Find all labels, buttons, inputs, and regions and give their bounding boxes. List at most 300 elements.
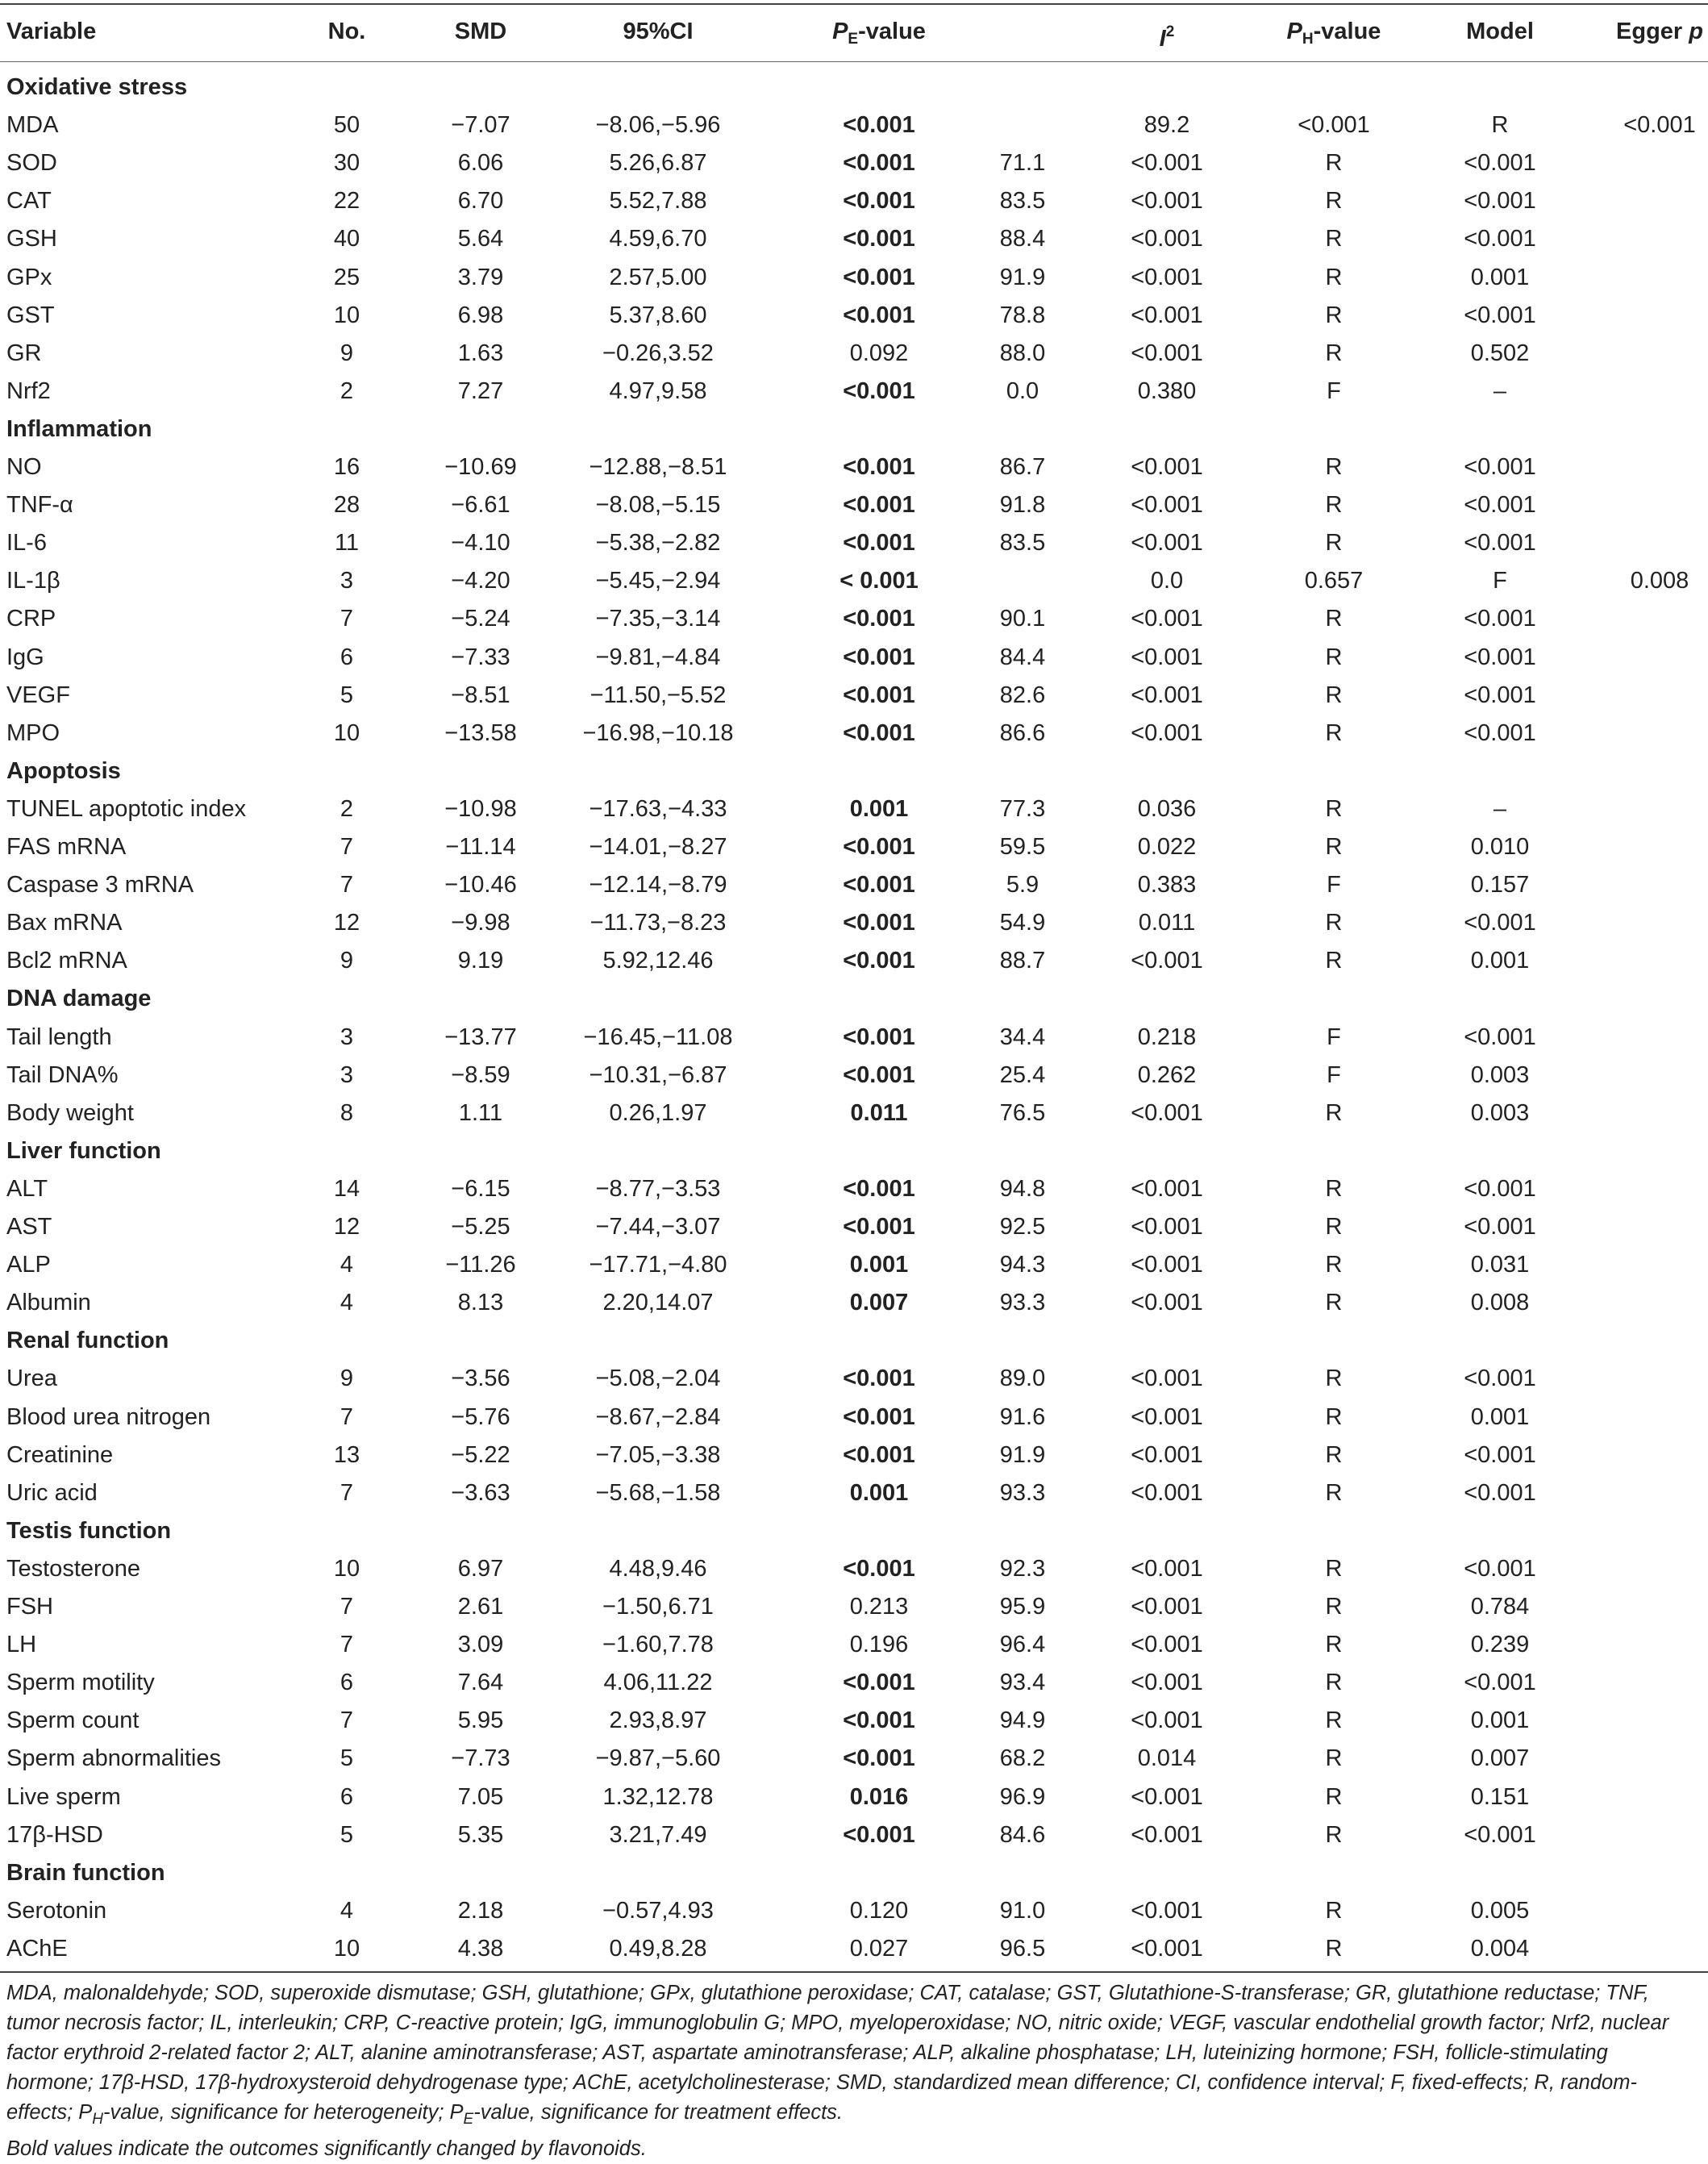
table-row — [0, 297, 1708, 335]
cell-model: R — [1325, 606, 1343, 632]
cell-pe: <0.001 — [843, 454, 915, 480]
table-row — [0, 790, 1708, 828]
cell-smd: −10.46 — [444, 872, 517, 899]
cell-i2: 86.7 — [999, 454, 1046, 480]
cell-extra: 0.008 — [1630, 568, 1689, 594]
cell-ph: 0.0 — [1150, 568, 1184, 594]
cell-smd: 7.05 — [457, 1783, 504, 1810]
cell-n: 4 — [340, 1252, 354, 1278]
section-title: Liver function — [6, 1137, 161, 1164]
table-row — [0, 1170, 1708, 1208]
cell-n: 3 — [340, 1024, 354, 1050]
cell-model: R — [1325, 1403, 1343, 1430]
cell-variable: Blood urea nitrogen — [6, 1403, 211, 1430]
cell-n: 10 — [333, 1935, 360, 1962]
cell-n: 50 — [333, 112, 360, 139]
cell-variable: Caspase 3 mRNA — [6, 872, 194, 899]
top-rule — [0, 3, 1708, 5]
cell-variable: Tail DNA% — [6, 1061, 119, 1088]
cell-ph: <0.001 — [1131, 1670, 1203, 1696]
table-row — [0, 828, 1708, 866]
cell-pe: 0.196 — [849, 1632, 909, 1658]
cell-n: 30 — [333, 150, 360, 177]
table-row — [0, 1930, 1708, 1968]
section-header — [0, 753, 1708, 790]
cell-n: 16 — [333, 454, 360, 480]
cell-ph: 0.011 — [1138, 910, 1196, 936]
cell-ph: <0.001 — [1131, 188, 1203, 215]
cell-model: R — [1325, 226, 1343, 252]
cell-smd: −3.56 — [451, 1366, 510, 1392]
cell-ci: 4.59,6.70 — [609, 226, 707, 252]
cell-model: R — [1325, 150, 1343, 177]
cell-ci: −12.14,−8.79 — [589, 872, 727, 899]
cell-egger: <0.001 — [1464, 150, 1536, 177]
cell-n: 2 — [340, 377, 354, 404]
cell-egger: 0.008 — [1470, 1290, 1530, 1316]
cell-model: F — [1327, 1024, 1341, 1050]
cell-egger: <0.001 — [1464, 454, 1536, 480]
cell-ci: −7.35,−3.14 — [595, 606, 721, 632]
header-smd: SMD — [454, 19, 507, 44]
cell-i2: 76.5 — [999, 1099, 1046, 1126]
cell-n: 10 — [333, 1555, 360, 1582]
cell-i2: 84.4 — [999, 644, 1046, 670]
table-row — [0, 220, 1708, 258]
cell-egger: <0.001 — [1464, 910, 1536, 936]
cell-n: 11 — [334, 530, 360, 557]
bold-values-note: Bold values indicate the outcomes significantly changed by flavonoids. — [6, 2137, 647, 2160]
cell-i2: 96.9 — [999, 1783, 1046, 1810]
cell-pe: 0.001 — [849, 795, 909, 822]
cell-smd: −5.76 — [451, 1403, 510, 1430]
cell-ci: −8.67,−2.84 — [595, 1403, 721, 1430]
cell-ci: −1.60,7.78 — [602, 1632, 714, 1658]
cell-ci: 0.49,8.28 — [609, 1935, 707, 1962]
table-row — [0, 1474, 1708, 1512]
cell-n: 7 — [340, 1594, 354, 1620]
cell-ph: <0.001 — [1131, 264, 1203, 290]
cell-smd: −8.59 — [451, 1061, 510, 1088]
cell-variable: NO — [6, 454, 42, 480]
cell-ph: <0.001 — [1131, 492, 1203, 519]
cell-model: R — [1325, 530, 1343, 557]
cell-ci: −5.38,−2.82 — [595, 530, 721, 557]
cell-n: 13 — [333, 1441, 360, 1468]
table-row — [0, 144, 1708, 182]
cell-i2: 25.4 — [999, 1061, 1046, 1088]
header-i2: $I^2$ — [1159, 23, 1175, 52]
table-row — [0, 259, 1708, 297]
cell-model: R — [1325, 1290, 1343, 1316]
cell-ci: −11.50,−5.52 — [589, 682, 727, 708]
cell-i2: 88.4 — [999, 226, 1046, 252]
cell-ph: 0.383 — [1137, 872, 1197, 899]
cell-model: R — [1325, 1707, 1343, 1734]
cell-smd: −11.14 — [445, 834, 516, 860]
cell-ci: 1.32,12.78 — [602, 1783, 714, 1810]
cell-ci: −7.44,−3.07 — [595, 1214, 721, 1240]
cell-model: R — [1325, 1441, 1343, 1468]
cell-ph: <0.001 — [1131, 226, 1203, 252]
cell-model: R — [1325, 1821, 1343, 1848]
cell-smd: 4.38 — [457, 1935, 504, 1962]
cell-smd: −7.07 — [451, 112, 510, 139]
cell-variable: Albumin — [6, 1290, 91, 1316]
cell-n: 9 — [340, 340, 354, 366]
cell-n: 40 — [333, 226, 360, 252]
cell-smd: −13.77 — [444, 1024, 517, 1050]
cell-egger: <0.001 — [1464, 530, 1536, 557]
table-row — [0, 715, 1708, 753]
section-header — [0, 1512, 1708, 1550]
cell-model: F — [1327, 377, 1341, 404]
cell-ci: −0.57,4.93 — [602, 1897, 714, 1924]
cell-ci: 5.92,12.46 — [602, 948, 714, 974]
cell-model: R — [1325, 264, 1343, 290]
cell-smd: 5.95 — [457, 1707, 504, 1734]
cell-variable: Body weight — [6, 1099, 134, 1126]
cell-smd: −4.20 — [451, 568, 510, 594]
table-row — [0, 524, 1708, 562]
cell-i2: 88.0 — [999, 340, 1046, 366]
cell-egger: <0.001 — [1464, 1214, 1536, 1240]
cell-smd: 5.35 — [457, 1821, 504, 1848]
table-row — [0, 1019, 1708, 1057]
cell-i2: 94.8 — [999, 1175, 1046, 1202]
table-row — [0, 448, 1708, 486]
header-egger: Egger p — [1616, 19, 1703, 44]
cell-n: 7 — [340, 1707, 354, 1734]
cell-variable: Serotonin — [6, 1897, 107, 1924]
cell-n: 10 — [333, 719, 360, 746]
cell-variable: LH — [6, 1632, 37, 1658]
cell-model: R — [1325, 682, 1343, 708]
cell-variable: ALP — [6, 1252, 51, 1278]
table-row — [0, 639, 1708, 677]
cell-ph: <0.001 — [1131, 1479, 1203, 1506]
cell-model: R — [1325, 795, 1343, 822]
cell-n: 9 — [340, 1366, 354, 1392]
cell-n: 12 — [333, 1214, 360, 1240]
cell-egger: 0.005 — [1470, 1897, 1530, 1924]
cell-model: R — [1325, 948, 1343, 974]
cell-egger: – — [1493, 377, 1507, 404]
cell-variable: MDA — [6, 112, 59, 139]
cell-model: R — [1325, 302, 1343, 328]
table-row — [0, 562, 1708, 600]
table-footnote — [6, 1978, 1700, 2164]
cell-n: 7 — [340, 1632, 354, 1658]
cell-smd: −5.24 — [451, 606, 510, 632]
cell-pe: 0.092 — [849, 340, 909, 366]
cell-egger: <0.001 — [1464, 719, 1536, 746]
cell-model: R — [1325, 644, 1343, 670]
cell-smd: −6.15 — [451, 1175, 510, 1202]
cell-model: R — [1325, 910, 1343, 936]
header-ph: $P_H$-value — [1286, 19, 1381, 48]
cell-egger: <0.001 — [1464, 1175, 1536, 1202]
header-no: No. — [327, 19, 366, 44]
table-row — [0, 1664, 1708, 1702]
cell-n: 5 — [340, 1821, 354, 1848]
cell-variable: IL-6 — [6, 530, 47, 557]
cell-ph: <0.001 — [1131, 1403, 1203, 1430]
cell-egger: 0.157 — [1470, 872, 1530, 899]
cell-smd: −7.73 — [451, 1745, 510, 1772]
cell-i2: 93.4 — [999, 1670, 1046, 1696]
cell-pe: <0.001 — [843, 530, 915, 557]
cell-n: 10 — [333, 302, 360, 328]
table-row — [0, 1284, 1708, 1322]
section-header — [0, 1322, 1708, 1360]
cell-smd: 6.97 — [457, 1555, 504, 1582]
table-row — [0, 1208, 1708, 1246]
cell-ph: <0.001 — [1131, 1099, 1203, 1126]
cell-pe: <0.001 — [843, 872, 915, 899]
cell-n: 7 — [340, 1479, 354, 1506]
cell-ci: −5.68,−1.58 — [595, 1479, 721, 1506]
cell-ph: <0.001 — [1131, 1783, 1203, 1810]
cell-n: 22 — [333, 188, 360, 215]
cell-ci: 2.20,14.07 — [602, 1290, 714, 1316]
cell-variable: FSH — [6, 1594, 53, 1620]
cell-egger: 0.784 — [1470, 1594, 1530, 1620]
cell-model: R — [1325, 719, 1343, 746]
cell-ph: 0.218 — [1137, 1024, 1197, 1050]
cell-ci: −12.88,−8.51 — [589, 454, 727, 480]
cell-variable: GSH — [6, 226, 57, 252]
cell-egger: <0.001 — [1464, 492, 1536, 519]
cell-variable: VEGF — [6, 682, 70, 708]
cell-n: 8 — [340, 1099, 354, 1126]
cell-i2: 78.8 — [999, 302, 1046, 328]
cell-n: 3 — [340, 568, 354, 594]
cell-smd: −8.51 — [451, 682, 510, 708]
cell-i2: 96.5 — [999, 1935, 1046, 1962]
cell-variable: Live sperm — [6, 1783, 121, 1810]
cell-smd: 3.09 — [457, 1632, 504, 1658]
cell-egger: 0.151 — [1470, 1783, 1530, 1810]
cell-ci: −1.50,6.71 — [602, 1594, 714, 1620]
cell-smd: 2.18 — [457, 1897, 504, 1924]
cell-model: R — [1325, 340, 1343, 366]
cell-ci: 5.26,6.87 — [609, 150, 707, 177]
cell-ph: <0.001 — [1131, 1252, 1203, 1278]
cell-ph: 0.036 — [1137, 795, 1197, 822]
cell-n: 12 — [333, 910, 360, 936]
cell-ph: 0.014 — [1137, 1745, 1197, 1772]
cell-variable: IgG — [6, 644, 44, 670]
cell-pe: <0.001 — [843, 644, 915, 670]
cell-pe: 0.007 — [849, 1290, 909, 1316]
cell-i2: 91.8 — [999, 492, 1046, 519]
cell-variable: Sperm motility — [6, 1670, 155, 1696]
cell-pe: 0.001 — [849, 1252, 909, 1278]
cell-egger: 0.010 — [1470, 834, 1530, 860]
table-row — [0, 1550, 1708, 1588]
cell-egger: <0.001 — [1464, 226, 1536, 252]
cell-model: R — [1325, 1670, 1343, 1696]
cell-i2: 95.9 — [999, 1594, 1046, 1620]
cell-i2: 91.6 — [999, 1403, 1046, 1430]
cell-variable: MPO — [6, 719, 60, 746]
cell-i2: 92.3 — [999, 1555, 1046, 1582]
table-row — [0, 1095, 1708, 1132]
cell-pe: <0.001 — [843, 1707, 915, 1734]
cell-pe: <0.001 — [843, 302, 915, 328]
cell-pe: <0.001 — [843, 112, 915, 139]
cell-model: R — [1325, 834, 1343, 860]
cell-pe: <0.001 — [843, 150, 915, 177]
table-row — [0, 1436, 1708, 1474]
cell-ci: 2.57,5.00 — [609, 264, 707, 290]
cell-ci: −7.05,−3.38 — [595, 1441, 721, 1468]
cell-variable: Nrf2 — [6, 377, 51, 404]
cell-egger: 0.239 — [1470, 1632, 1530, 1658]
cell-n: 14 — [333, 1175, 360, 1202]
cell-ci: −14.01,−8.27 — [589, 834, 727, 860]
cell-smd: −9.98 — [451, 910, 510, 936]
cell-egger: 0.001 — [1470, 948, 1530, 974]
cell-variable: TUNEL apoptotic index — [6, 795, 247, 822]
cell-ph: 89.2 — [1144, 112, 1190, 139]
cell-n: 4 — [340, 1897, 354, 1924]
cell-variable: AChE — [6, 1935, 68, 1962]
cell-smd: 3.79 — [457, 264, 504, 290]
table-row — [0, 1399, 1708, 1436]
bottom-rule — [0, 1971, 1708, 1973]
cell-ph: <0.001 — [1131, 454, 1203, 480]
cell-model: R — [1325, 1366, 1343, 1392]
cell-egger: <0.001 — [1464, 606, 1536, 632]
table-row — [0, 1816, 1708, 1854]
table-row — [0, 600, 1708, 638]
cell-variable: Sperm abnormalities — [6, 1745, 221, 1772]
cell-i2: 91.9 — [999, 264, 1046, 290]
cell-smd: 6.70 — [457, 188, 504, 215]
cell-n: 5 — [340, 1745, 354, 1772]
cell-smd: −10.69 — [444, 454, 517, 480]
cell-ci: −9.87,−5.60 — [595, 1745, 721, 1772]
cell-variable: FAS mRNA — [6, 834, 127, 860]
table-row — [0, 866, 1708, 904]
cell-smd: −5.25 — [451, 1214, 510, 1240]
cell-model: R — [1325, 1935, 1343, 1962]
cell-smd: −10.98 — [444, 795, 517, 822]
cell-i2: 93.3 — [999, 1290, 1046, 1316]
cell-variable: Bcl2 mRNA — [6, 948, 127, 974]
section-title: Oxidative stress — [6, 74, 188, 100]
table-row — [0, 1588, 1708, 1626]
cell-pe: <0.001 — [843, 1403, 915, 1430]
cell-model: R — [1325, 454, 1343, 480]
cell-variable: Sperm count — [6, 1707, 140, 1734]
table-row — [0, 942, 1708, 980]
cell-n: 25 — [333, 264, 360, 290]
table-row — [0, 1702, 1708, 1740]
cell-smd: 7.64 — [457, 1670, 504, 1696]
cell-egger: – — [1493, 795, 1507, 822]
header-model: Model — [1466, 19, 1534, 44]
cell-ph: <0.001 — [1131, 606, 1203, 632]
cell-ci: −10.31,−6.87 — [589, 1061, 727, 1088]
header-variable: Variable — [6, 19, 97, 44]
cell-ci: −9.81,−4.84 — [595, 644, 721, 670]
cell-egger: 0.502 — [1470, 340, 1530, 366]
cell-model: R — [1325, 1555, 1343, 1582]
table-row — [0, 1740, 1708, 1778]
header-ci: 95%CI — [623, 19, 694, 44]
cell-ci: 4.48,9.46 — [609, 1555, 707, 1582]
cell-variable: Urea — [6, 1366, 57, 1392]
cell-pe: <0.001 — [843, 1024, 915, 1050]
cell-ci: 4.06,11.22 — [603, 1670, 713, 1696]
cell-pe: <0.001 — [843, 1366, 915, 1392]
cell-variable: Tail length — [6, 1024, 112, 1050]
cell-model: R — [1325, 1745, 1343, 1772]
cell-pe: <0.001 — [843, 226, 915, 252]
cell-i2: 89.0 — [999, 1366, 1046, 1392]
cell-variable: IL-1β — [6, 568, 60, 594]
cell-ph: <0.001 — [1131, 719, 1203, 746]
cell-pe: 0.213 — [849, 1594, 909, 1620]
cell-ci: −17.71,−4.80 — [589, 1252, 727, 1278]
cell-n: 2 — [340, 795, 354, 822]
cell-model: R — [1325, 188, 1343, 215]
cell-variable: CRP — [6, 606, 56, 632]
cell-n: 7 — [340, 1403, 354, 1430]
cell-smd: −5.22 — [451, 1441, 510, 1468]
cell-pe: <0.001 — [843, 834, 915, 860]
table-row — [0, 486, 1708, 524]
cell-i2: 83.5 — [999, 188, 1046, 215]
cell-model: R — [1325, 1594, 1343, 1620]
cell-variable: Bax mRNA — [6, 910, 123, 936]
section-header — [0, 411, 1708, 448]
cell-ci: 2.93,8.97 — [609, 1707, 707, 1734]
cell-variable: Uric acid — [6, 1479, 98, 1506]
cell-ci: −11.73,−8.23 — [589, 910, 727, 936]
cell-model: 0.657 — [1304, 568, 1364, 594]
cell-ci: −17.63,−4.33 — [589, 795, 727, 822]
cell-n: 7 — [340, 606, 354, 632]
cell-n: 5 — [340, 682, 354, 708]
cell-egger: 0.003 — [1470, 1099, 1530, 1126]
cell-pe: <0.001 — [843, 1061, 915, 1088]
cell-i2: 83.5 — [999, 530, 1046, 557]
cell-smd: −13.58 — [444, 719, 517, 746]
cell-n: 9 — [340, 948, 354, 974]
section-title: Renal function — [6, 1328, 169, 1354]
cell-model: <0.001 — [1298, 112, 1370, 139]
cell-n: 7 — [340, 872, 354, 899]
section-title: Brain function — [6, 1859, 165, 1886]
header-pe: $P_E$-value — [832, 19, 926, 48]
cell-ci: −5.45,−2.94 — [595, 568, 721, 594]
cell-smd: 5.64 — [457, 226, 504, 252]
cell-ph: <0.001 — [1131, 1555, 1203, 1582]
section-header — [0, 1132, 1708, 1170]
cell-egger: 0.001 — [1470, 1403, 1530, 1430]
cell-egger: 0.031 — [1470, 1252, 1530, 1278]
cell-i2: 59.5 — [999, 834, 1046, 860]
cell-i2: 94.3 — [999, 1252, 1046, 1278]
cell-variable: GST — [6, 302, 55, 328]
cell-smd: 6.06 — [457, 150, 504, 177]
cell-ci: −5.08,−2.04 — [595, 1366, 721, 1392]
cell-ph: <0.001 — [1131, 1821, 1203, 1848]
